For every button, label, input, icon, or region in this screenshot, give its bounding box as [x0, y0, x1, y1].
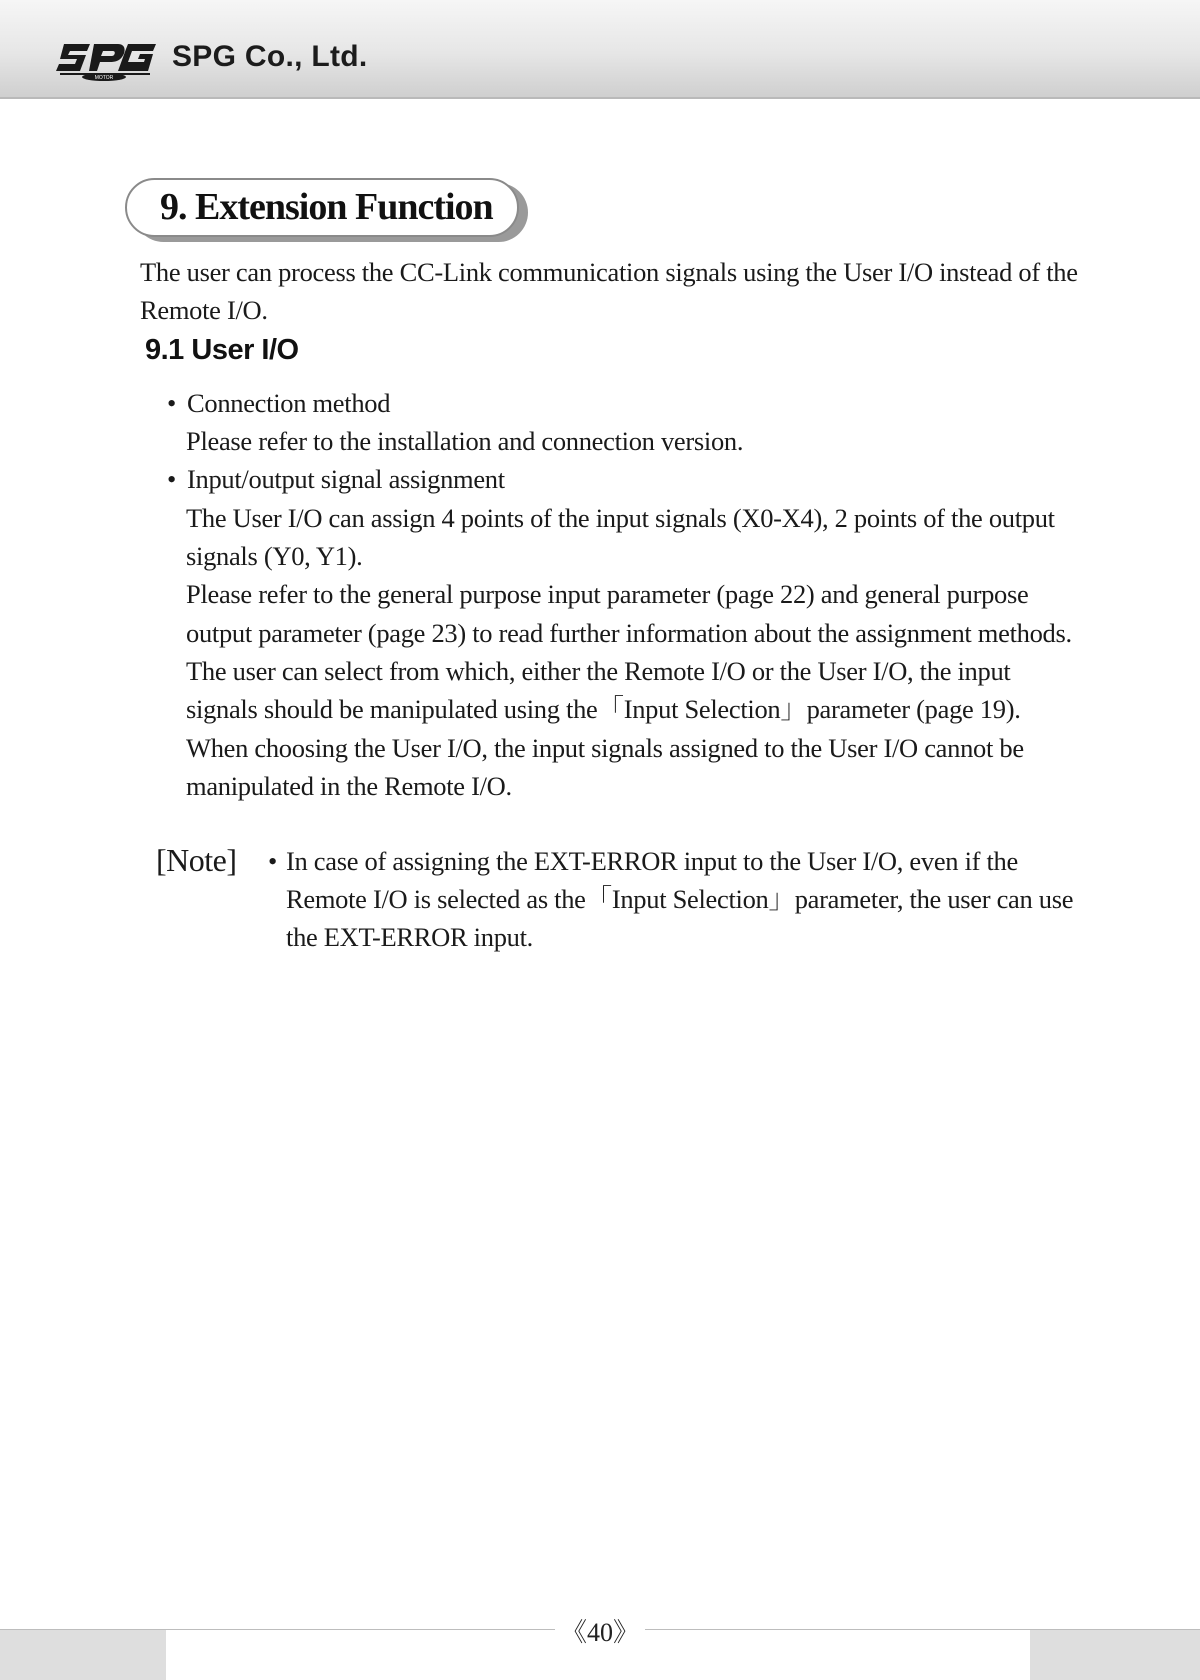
note-label: [Note]	[156, 842, 237, 878]
page-number: 《40》	[555, 1612, 645, 1649]
subsection-title: 9.1 User I/O	[145, 334, 299, 366]
body-line: When choosing the User I/O, the input signals assigned to the User I/O cannot be	[186, 733, 1024, 763]
body-line: output parameter (page 23) to read further information about the assignment methods.	[186, 618, 1072, 648]
body-line: The user can select from which, either the Remote I/O or the User I/O, the input	[186, 656, 1011, 686]
logo-sub-text: MOTOR	[94, 75, 114, 81]
body-line: Please refer to the installation and connection version.	[186, 426, 744, 456]
bullet-io-assignment	[167, 461, 505, 499]
bullet-dot-icon: •	[167, 388, 176, 418]
bullet-dot-icon: •	[167, 464, 176, 494]
footer-right-block	[1030, 1630, 1200, 1680]
spg-logo-icon	[56, 38, 156, 82]
note-line: Remote I/O is selected as the「Input Selection」parameter, the user can use	[286, 884, 1074, 914]
note-bullet-dot-icon: •	[268, 846, 277, 876]
bullet-label: Input/output signal assignment	[187, 464, 505, 494]
section-title-badge	[125, 178, 519, 237]
section-title: 9. Extension Function	[160, 186, 493, 228]
bullet-connection-method	[167, 385, 390, 423]
note-line: the EXT-ERROR input.	[286, 922, 533, 952]
body-line: signals (Y0, Y1).	[186, 541, 363, 571]
company-name: SPG Co., Ltd.	[172, 40, 368, 73]
footer-left-block	[0, 1630, 166, 1680]
body-line: The User I/O can assign 4 points of the input signals (X0-X4), 2 points of the output	[186, 503, 1055, 533]
note-line: In case of assigning the EXT-ERROR input to the User I/O, even if the	[286, 846, 1018, 876]
body-line: Please refer to the general purpose input parameter (page 22) and general purpose	[186, 579, 1029, 609]
page-header	[0, 0, 1200, 99]
intro-line: The user can process the CC-Link communication signals using the User I/O instead of the	[140, 257, 1078, 287]
bullet-label: Connection method	[187, 388, 391, 418]
intro-paragraph	[140, 254, 1140, 329]
intro-line: Remote I/O.	[140, 294, 268, 325]
body-line: manipulated in the Remote I/O.	[186, 771, 512, 801]
body-line: signals should be manipulated using the「Input Selection」parameter (page 19).	[186, 694, 1021, 724]
